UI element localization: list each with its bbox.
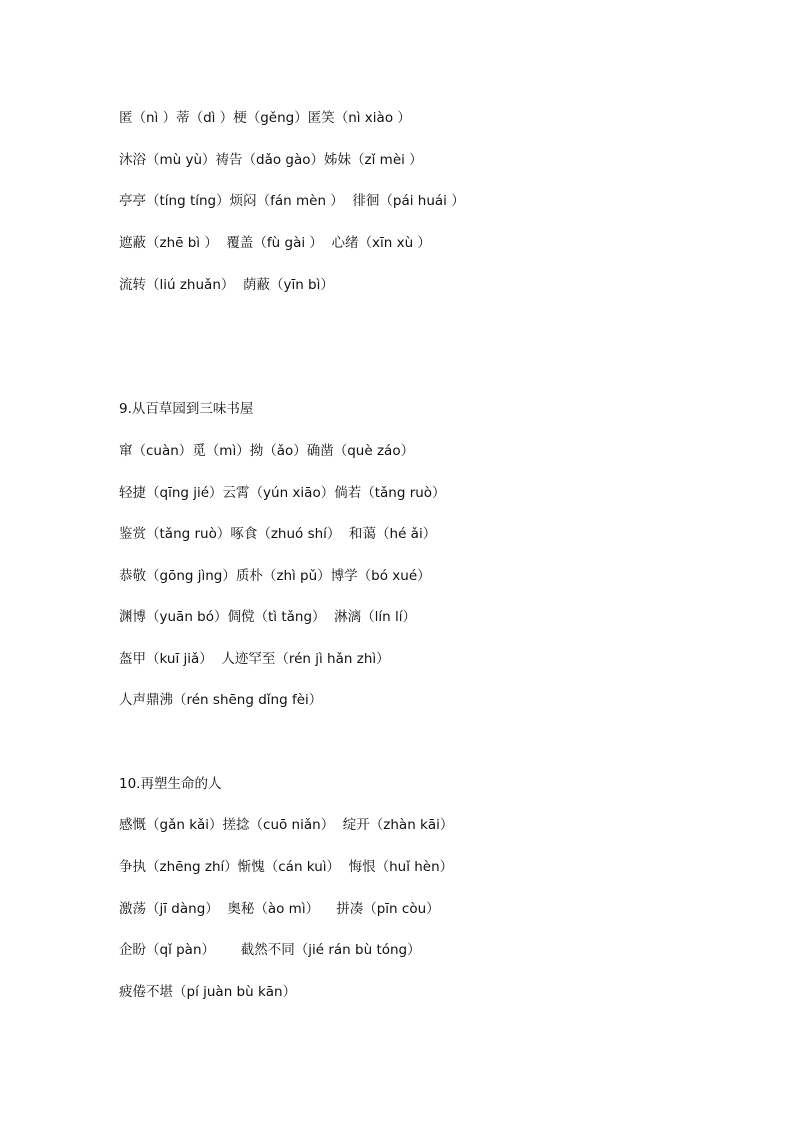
vocab-line: 人声鼎沸（rén shēng dǐng fèi） bbox=[119, 692, 323, 708]
vocab-line: 流转（liú zhuǎn） 荫蔽（yīn bì） bbox=[119, 277, 334, 293]
vocab-line: 遮蔽（zhē bì ） 覆盖（fù gài ） 心绪（xīn xù ） bbox=[119, 235, 431, 251]
vocab-line: 感慨（gǎn kǎi）搓捻（cuō niǎn） 绽开（zhàn kāi） bbox=[119, 817, 454, 833]
vocab-line: 鉴赏（tǎng ruò）啄食（zhuó shí） 和蔼（hé ǎi） bbox=[119, 526, 437, 542]
vocab-line: 疲倦不堪（pí juàn bù kān） bbox=[119, 984, 297, 1000]
vocab-line: 沐浴（mù yù）祷告（dǎo gào）姊妹（zǐ mèi ） bbox=[119, 152, 423, 168]
vocab-line: 轻捷（qīng jié）云霄（yún xiāo）倘若（tǎng ruò） bbox=[119, 485, 446, 501]
vocab-line: 匿（nì ）蒂（dì ）梗（gěng）匿笑（nì xiào ） bbox=[119, 110, 411, 126]
vocab-line: 窜（cuàn）觅（mì）拗（ǎo）确凿（què záo） bbox=[119, 443, 415, 459]
vocab-line: 恭敬（gōng jìng）质朴（zhì pǔ）博学（bó xué） bbox=[119, 568, 431, 584]
vocab-line: 渊博（yuān bó）倜傥（tì tǎng） 淋漓（lín lí） bbox=[119, 609, 416, 625]
vocab-line: 盔甲（kuī jiǎ） 人迹罕至（rén jì hǎn zhì） bbox=[119, 651, 390, 667]
vocab-line: 亭亭（tíng tíng）烦闷（fán mèn ） 徘徊（pái huái ） bbox=[119, 193, 465, 209]
vocab-line: 争执（zhēng zhí）惭愧（cán kuì） 悔恨（huǐ hèn） bbox=[119, 859, 454, 875]
vocab-line: 激荡（jī dàng） 奥秘（ào mì） 拼凑（pīn còu） bbox=[119, 901, 440, 917]
vocab-line: 企盼（qǐ pàn） 截然不同（jié rán bù tóng） bbox=[119, 942, 421, 958]
section-10-heading: 10.再塑生命的人 bbox=[119, 776, 222, 792]
section-9-heading: 9.从百草园到三味书屋 bbox=[119, 401, 254, 417]
